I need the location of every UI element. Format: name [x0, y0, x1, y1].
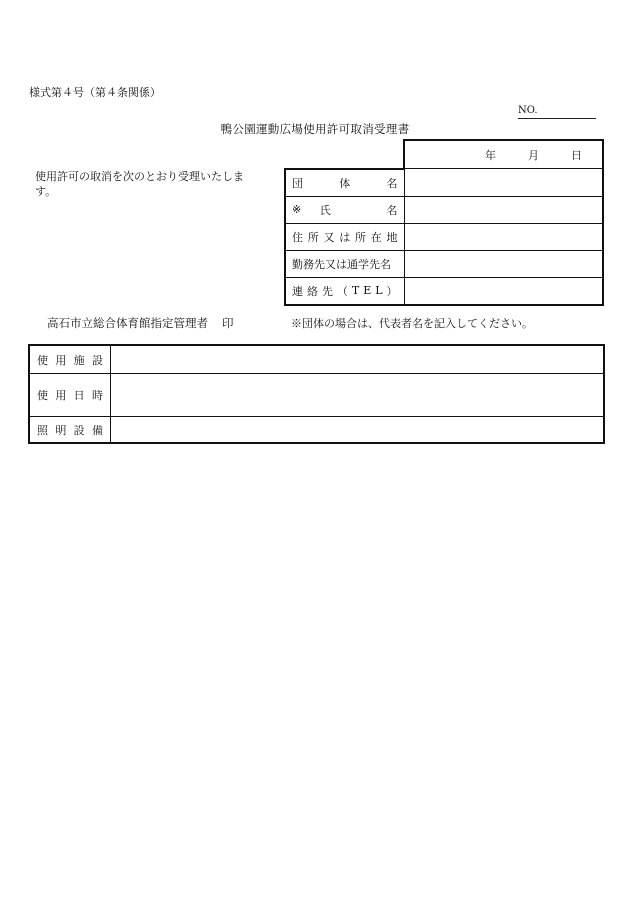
- facility-label: 使 用 施 設: [29, 345, 111, 374]
- document-number-label: NO.: [518, 105, 538, 116]
- representative-name-label: ※ 氏 名: [285, 196, 404, 223]
- usage-row-facility: [29, 345, 604, 374]
- document-number-field[interactable]: [518, 105, 596, 119]
- contact-field[interactable]: [404, 277, 603, 305]
- manager-line: [47, 315, 234, 331]
- acceptance-statement: 使用許可の取消を次のとおり受理いたします。: [35, 170, 244, 198]
- month-label: 月: [528, 148, 539, 162]
- workplace-field[interactable]: [404, 250, 603, 277]
- usage-row-datetime: [29, 374, 604, 417]
- form-number: 様式第４号（第４条関係）: [29, 86, 161, 99]
- manager-name: 高石市立総合体育館指定管理者: [47, 316, 208, 330]
- applicant-row-address: [285, 223, 603, 250]
- applicant-row-group: [285, 169, 603, 197]
- contact-label: 連 絡 先 （ T E L ）: [285, 277, 404, 305]
- seal-mark: 印: [222, 316, 234, 330]
- lighting-label: 照 明 設 備: [29, 417, 111, 444]
- address-field[interactable]: [404, 223, 603, 250]
- representative-name-field[interactable]: [404, 196, 603, 223]
- facility-field[interactable]: [111, 345, 605, 374]
- blank-cell: [285, 140, 404, 169]
- datetime-field[interactable]: [111, 374, 605, 417]
- datetime-label: 使 用 日 時: [29, 374, 111, 417]
- date-cell[interactable]: [404, 140, 603, 169]
- applicant-row-name: [285, 196, 603, 223]
- usage-table: [28, 344, 605, 444]
- lighting-field[interactable]: [111, 417, 605, 444]
- group-name-field[interactable]: [404, 169, 603, 197]
- representative-note: ※団体の場合は、代表者名を記入してください。: [291, 317, 533, 330]
- document-title: 鴨公園運動広場使用許可取消受理書: [220, 122, 410, 136]
- group-name-label: 団 体 名: [285, 169, 404, 197]
- workplace-label: 勤務先又は通学先名: [285, 250, 404, 277]
- day-label: 日: [571, 148, 582, 162]
- year-label: 年: [485, 148, 496, 162]
- applicant-row-contact: [285, 277, 603, 305]
- address-label: 住 所 又 は 所 在 地: [285, 223, 404, 250]
- applicant-row-workplace: [285, 250, 603, 277]
- usage-row-lighting: [29, 417, 604, 444]
- applicant-table: [284, 139, 604, 306]
